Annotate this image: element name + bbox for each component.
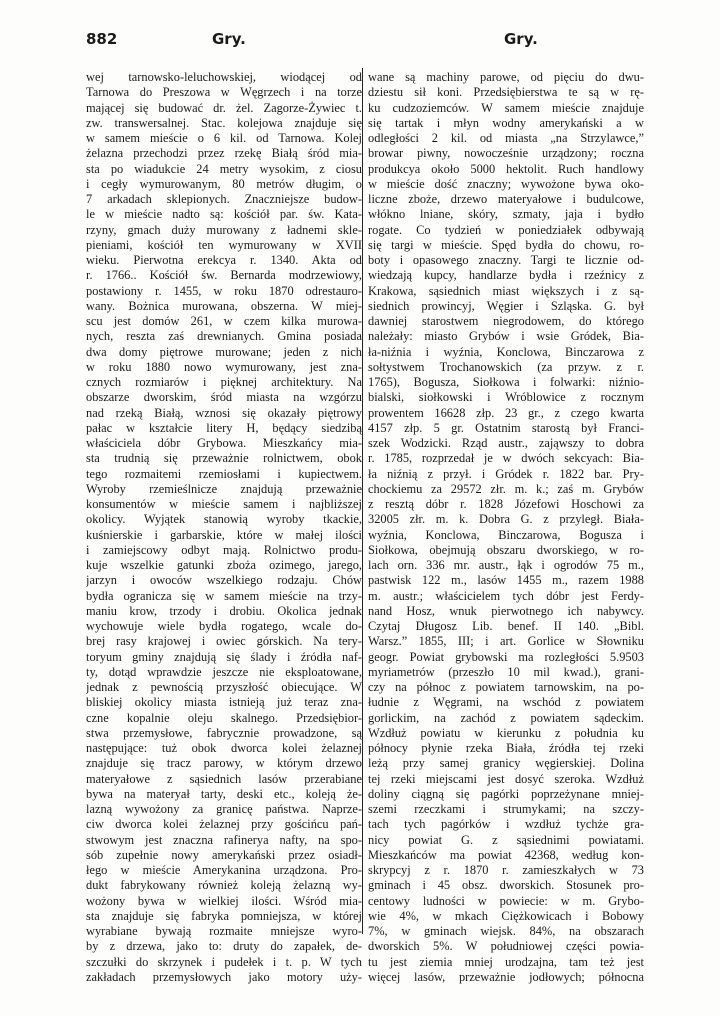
text-line: centowy ludności w powiecie: w m. Grybo- bbox=[368, 893, 644, 908]
left-text-column bbox=[86, 70, 362, 985]
text-line: zw. transwersalnej. Stac. kolejowa znajduje się bbox=[86, 115, 362, 130]
text-line: dukt fabrykowany również koleją żelazną wy- bbox=[86, 878, 362, 893]
text-line: szemi rzeczkami i strumykami; na szczy- bbox=[368, 802, 644, 816]
page-header bbox=[86, 30, 634, 54]
text-line: pastwisk 122 m., lasów 1455 m., razem 1988 bbox=[368, 573, 644, 588]
text-line: bydła ogranicza się w samem mieście na trzy- bbox=[86, 588, 362, 603]
text-line: Siołkowa, obejmują obszaru dworskiego, w ro- bbox=[368, 542, 644, 557]
text-line: tach tych pagórków i wzdłuż tychże gra- bbox=[368, 817, 644, 832]
text-line: 32005 złr. m. k. Dobra G. z przyległ. Biała- bbox=[368, 512, 644, 527]
text-line: łudnie z Węgrami, na wschód z powiatem bbox=[368, 695, 644, 710]
text-line: się targi w mieście. Spęd bydła do chowu, ro- bbox=[368, 237, 644, 252]
text-line: odległości 2 kil. od miasta „na Strzylawce,” bbox=[368, 131, 644, 145]
text-line: ła-niźnia i wyźnia, Konclowa, Binczarowa z bbox=[368, 344, 644, 359]
text-line: chockiemu za 29572 złr. m. k.; zaś m. Grybów bbox=[368, 481, 644, 496]
text-line: rogate. Co tydzień w poniedziałek odbywają bbox=[368, 222, 644, 237]
text-line: boty i opasowego znaczny. Targi te licznie od- bbox=[368, 253, 644, 267]
text-line: dworskich 5%. W południowej części powia- bbox=[368, 939, 644, 954]
text-line: r. 1766.. Kościół św. Bernarda modrzewiowy, bbox=[86, 268, 362, 283]
text-line: więcej lasów, przeważnie jodłowych; północna bbox=[368, 969, 644, 984]
text-line: bliskiej okolicy miasta istnieją już teraz zna- bbox=[86, 695, 362, 710]
page-number: 882 bbox=[86, 30, 118, 48]
text-line: w roku 1880 nowo wymurowany, jest zna- bbox=[86, 359, 362, 374]
text-line: prowentem 16628 złp. 23 gr., z czego kwarta bbox=[368, 405, 644, 420]
right-text-column bbox=[368, 70, 644, 985]
text-line: nicy powiat G. z sąsiednimi powiatami. bbox=[368, 832, 644, 847]
text-line: sta po wiadukcie 24 metry wysokim, z ciosu bbox=[86, 161, 362, 176]
text-line: wej tarnowsko-leluchowskiej, wiodącej od bbox=[86, 70, 362, 84]
text-line: wiedzają kupcy, handlarze bydła i rzeźnicy z bbox=[368, 268, 644, 283]
text-line: produkcya około 5000 hektolit. Ruch handlowy bbox=[368, 161, 644, 176]
text-line: 7 arkadach sklepionych. Znaczniejsze budow- bbox=[86, 192, 362, 206]
text-line: konsumentów w mieście samem i najbliższej bbox=[86, 497, 362, 511]
text-line: Tarnowa do Preszowa w Węgrzech i na torze bbox=[86, 85, 362, 100]
text-line: wychowuje wiele bydła rogatego, wcale do- bbox=[86, 619, 362, 633]
text-line: wyźnia, Konclowa, Binczarowa, Bogusza i bbox=[368, 527, 644, 542]
text-line: liczne zboże, drzewo materyałowe i budulcowe, bbox=[368, 192, 644, 206]
text-line: w samem mieście o 6 kil. od Tarnowa. Kolej bbox=[86, 131, 362, 145]
text-line: jarzyn i owoców wszelkiego rodzaju. Chów bbox=[86, 573, 362, 588]
text-line: sta trudnią się przeważnie rolnictwem, obok bbox=[86, 451, 362, 466]
text-line: tego rozmaitemi rzemiosłami i kupiectwem. bbox=[86, 466, 362, 481]
text-line: rzyny, gmach duży murowany z ładnemi skle- bbox=[86, 222, 362, 237]
text-line: sta znajduje się fabryka pomniejsza, w której bbox=[86, 908, 362, 923]
text-line: dwa domy piętrowe murowane; jeden z nich bbox=[86, 344, 362, 359]
text-line: sołtystwem Trochanowskich (za przyw. z r. bbox=[368, 359, 644, 374]
text-line: leżą przy samej granicy węgierskiej. Dolina bbox=[368, 756, 644, 771]
text-line: kuje wszelkie gatunki zboża ozimego, jarego, bbox=[86, 558, 362, 572]
text-line: zakładach przemysłowych jako motory uży- bbox=[86, 969, 362, 984]
text-line: ty, dotąd wprawdzie jeszcze nie eksploatowane, bbox=[86, 664, 362, 679]
text-line: tej rzeki miejscami jest dosyć szeroka. Wzdłuż bbox=[368, 771, 644, 786]
text-line: okolicy. Wyjątek stanowią wyroby tkackie, bbox=[86, 512, 362, 527]
text-line: wyrabiane bywają rozmaite mniejsze wyro- bbox=[86, 924, 362, 938]
text-line: doliny ciągną się pagórki poprzeżynane mniej- bbox=[368, 786, 644, 801]
text-line: właściciela dóbr Grybowa. Mieszkańcy mia- bbox=[86, 436, 362, 450]
text-line: szczułki do skrzynek i pudełek i t. p. W tych bbox=[86, 954, 362, 969]
text-line: Czytaj Długosz Lib. benef. II 140. „Bibl. bbox=[368, 619, 644, 633]
text-line: znajduje się tracz parowy, w którym drzewo bbox=[86, 756, 362, 771]
text-line: północy płynie rzeka Biała, źródła tej rzeki bbox=[368, 741, 644, 755]
text-line: z resztą dóbr r. 1828 Józefowi Hoschowi za bbox=[368, 497, 644, 511]
text-line: Krakowa, sąsiednich miast większych i z są- bbox=[368, 283, 644, 298]
text-line: się tartak i młyn wodny amerykański a w bbox=[368, 115, 644, 130]
text-line: by z drzewa, jako to: druty do zapałek, de- bbox=[86, 939, 362, 954]
text-line: Wzdłuż powiatu w kierunku z południa ku bbox=[368, 725, 644, 740]
text-line: wieku. Pierwotna erekcya r. 1340. Akta od bbox=[86, 253, 362, 267]
text-line: cznych rozmiarów i pięknej architektury. Na bbox=[86, 375, 362, 389]
text-line: postawiony r. 1455, w roku 1870 odrestauro- bbox=[86, 283, 362, 298]
text-line: obszarze dworskim, śród miasta na wzgórzu bbox=[86, 390, 362, 405]
text-line: gorlickim, na zachód z powiatem sądeckim. bbox=[368, 710, 644, 725]
text-line: ciw dworca kolei żelaznej przy gościńcu pań- bbox=[86, 817, 362, 832]
text-line: materyałowe z sąsiednich lasów przerabiane bbox=[86, 771, 362, 786]
text-line: r. 1785, rozprzedał je w dwóch sekcyach: Bia- bbox=[368, 451, 644, 466]
text-line: gminach i 45 obsz. dworskich. Stosunek pro- bbox=[368, 878, 644, 893]
text-line: sób zupełnie nowy amerykański przez osiadł- bbox=[86, 847, 362, 862]
text-line: jednak z pewnością przyszłość obiecujące. W bbox=[86, 680, 362, 694]
text-line: siednich prowincyj, Węgier i Szląska. G. był bbox=[368, 298, 644, 313]
text-line: czne kopalnie oleju skalnego. Przedsiębior- bbox=[86, 710, 362, 725]
text-line: czy na północ z powiatem tarnowskim, na po- bbox=[368, 680, 644, 694]
text-line: nad rzeką Białą, wznosi się okazały piętrowy bbox=[86, 405, 362, 420]
text-line: Mieszkańców ma powiat 42368, według kon- bbox=[368, 847, 644, 862]
text-line: Warsz.” 1855, III; i art. Gorlice w Słowniku bbox=[368, 634, 644, 649]
text-line: i zamiejscowy odbyt mają. Rolnictwo produ- bbox=[86, 542, 362, 557]
text-line: żelazna przechodzi przez rzekę Białą śród mia- bbox=[86, 146, 362, 161]
text-line: stwowym jest znaczna rafinerya nafty, na spo- bbox=[86, 832, 362, 847]
text-line: mającej się budować dr. żel. Zagorze-Żywiec t. bbox=[86, 100, 362, 115]
text-line: kuśnierskie i garbarskie, które w małej ilości bbox=[86, 527, 362, 542]
text-line: dziestu sił koni. Przedsiębierstwa te są w rę- bbox=[368, 85, 644, 100]
text-line: pałac w kształcie litery H, będący siedzibą bbox=[86, 420, 362, 435]
text-line: myriametrów (przeszło 10 mil kwad.), grani- bbox=[368, 664, 644, 679]
text-line: 1765), Bogusza, Siołkowa i folwarki: niźnio- bbox=[368, 375, 644, 389]
text-line: Wyroby rzemieślnicze znajdują przeważnie bbox=[86, 481, 362, 496]
text-line: 7%, w gminach wiejsk. 84%, na obszarach bbox=[368, 924, 644, 938]
text-line: łego w mieście Amerykanina urządzona. Pro- bbox=[86, 863, 362, 877]
running-head-right: Gry. bbox=[504, 30, 538, 48]
text-line: nand Hosz, wnuk pierwotnego ich nabywcy. bbox=[368, 603, 644, 618]
text-line: m. austr.; właścicielem tych dóbr jest Ferdy- bbox=[368, 588, 644, 603]
text-line: wie 4%, w mkach Ciężkowicach i Bobowy bbox=[368, 908, 644, 923]
text-line: stwa przemysłowe, fabrycznie prowadzone, są bbox=[86, 725, 362, 740]
text-line: bialski, siołkowski i Wróblowice z rocznym bbox=[368, 390, 644, 405]
text-line: włókno lniane, skóry, szmaty, jaja i bydło bbox=[368, 207, 644, 222]
text-line: następujące: tuż obok dworca kolei żelaznej bbox=[86, 741, 362, 755]
text-line: toryum gminy znajdują się ślady i źródła naf- bbox=[86, 649, 362, 664]
text-line: tu jest ziemia mniej urodzajna, tam też jest bbox=[368, 954, 644, 969]
text-line: brej rasy krajowej i owiec górskich. Na tery- bbox=[86, 634, 362, 649]
text-line: wożony bywa w wielkiej ilości. Wśród mia- bbox=[86, 893, 362, 908]
text-line: browar piwny, nowocześnie urządzony; roczna bbox=[368, 146, 644, 161]
text-line: ła niźnią z przył. i Gródek r. 1822 bar. Pry- bbox=[368, 466, 644, 481]
text-line: skrypcyj z r. 1870 r. zamieszkałych w 73 bbox=[368, 863, 644, 877]
text-line: lach orn. 336 mr. austr., łąk i ogrodów 75 m., bbox=[368, 558, 644, 572]
text-line: należały: miasto Grybów i wsie Gródek, Bia- bbox=[368, 329, 644, 344]
text-line: 4157 złp. 5 gr. Ostatnim starostą był Franci- bbox=[368, 420, 644, 435]
text-line: ku cudzoziemców. W samem mieście znajduje bbox=[368, 100, 644, 115]
text-line: bywa na materyał tarty, deski etc., koleją że- bbox=[86, 786, 362, 801]
text-line: geogr. Powiat grybowski ma rozległości 5.9503 bbox=[368, 649, 644, 664]
text-line: scu jest domów 261, w czem kilka murowa- bbox=[86, 314, 362, 328]
text-line: wane są machiny parowe, od pięciu do dwu- bbox=[368, 70, 644, 84]
text-line: maniu krow, trzody i drobiu. Okolica jednak bbox=[86, 603, 362, 618]
running-head-left: Gry. bbox=[212, 30, 246, 48]
text-line: le w mieście nadto są: kościół par. św. Kata- bbox=[86, 207, 362, 222]
text-line: nych, reszta zaś drewnianych. Gmina posiada bbox=[86, 329, 362, 344]
text-line: pieniami, kościół ten wymurowany w XVII bbox=[86, 237, 362, 252]
column-divider bbox=[362, 68, 363, 934]
text-line: szek Wodzicki. Rząd austr., zająwszy to dobra bbox=[368, 436, 644, 450]
text-line: dawniej starostwem niegrodowem, do którego bbox=[368, 314, 644, 328]
text-line: wany. Bożnica murowana, obszerna. W miej- bbox=[86, 298, 362, 313]
text-line: lazną wywożony za granicę państwa. Naprze- bbox=[86, 802, 362, 816]
text-line: i cegły wymurowanym, 80 metrów długim, o bbox=[86, 176, 362, 191]
text-line: w mieście dość znaczny; wywożone bywa oko- bbox=[368, 176, 644, 191]
